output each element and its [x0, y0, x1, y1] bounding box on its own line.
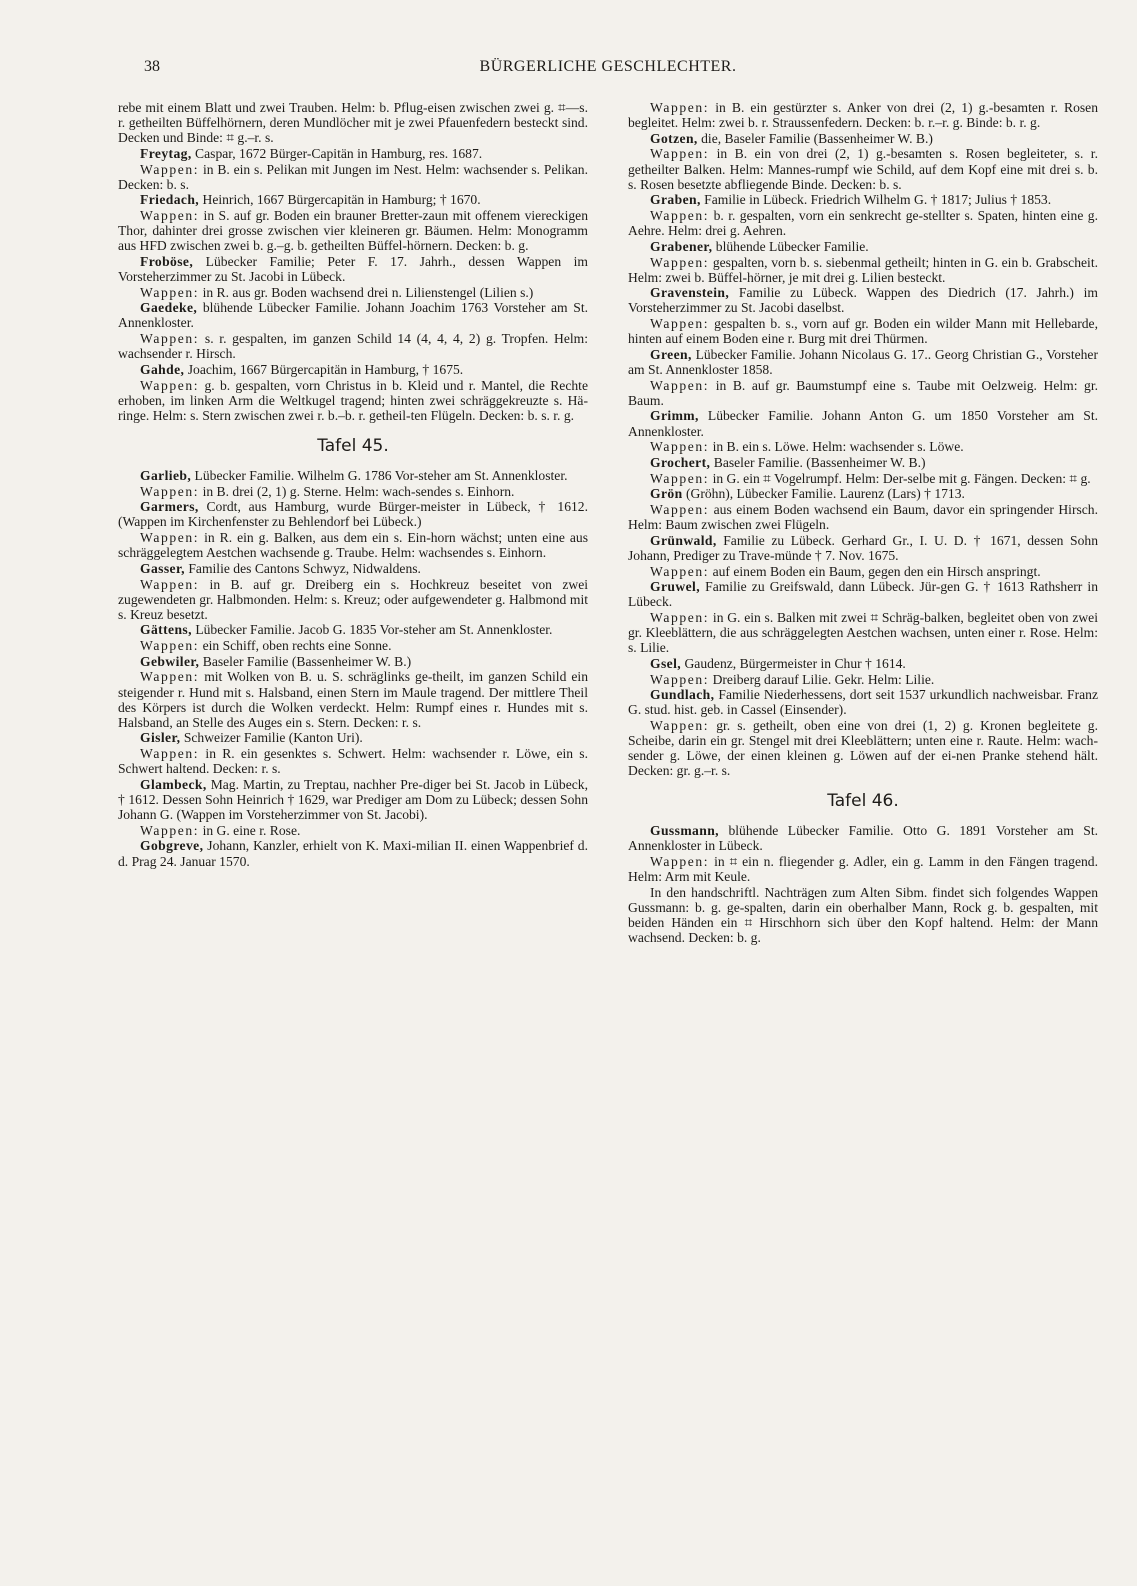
wappen-label: Wappen: [140, 638, 200, 654]
description-text: gr. s. getheilt, oben eine von drei (1, 2) g. Kronen begleitete g. Scheibe, darin ein gr. Stengel mit drei Kleeblättern; unten eine r. Raute. Helm: wach-sender g. Löwe, der einen kleinen g. Löwen auf der ei-nen Pranke stehend hält. Decken: gr. g.–r. s. [628, 718, 1098, 779]
entry-text: Heinrich, 1667 Bürgercapitän in Hamburg; † 1670. [199, 192, 481, 208]
entry-text: blühende Lübecker Familie. Otto G. 1891 Vorsteher am St. Annenkloster in Lübeck. [628, 823, 1098, 854]
description-text: in R. ein g. Balken, aus dem ein s. Ein-horn wächst; unten eine aus schräggelegtem Aestchen wachsende g. Traube. Helm: wachsendes s. Einhorn. [118, 530, 588, 561]
plate-title: Tafel 45. [317, 435, 389, 456]
family-entry [118, 561, 588, 576]
entry-name: Gasser, [140, 560, 185, 576]
family-entry [118, 622, 588, 637]
wappen-label: Wappen: [650, 208, 710, 224]
entry-text: Familie in Lübeck. Friedrich Wilhelm G. † 1817; Julius † 1853. [700, 192, 1052, 208]
family-entry [118, 468, 588, 483]
entry-name: Grabener, [650, 238, 713, 254]
wappen-label: Wappen: [650, 470, 710, 486]
entry-name: Gundlach, [650, 687, 715, 703]
description-text: g. b. gespalten, vorn Christus in b. Kleid und r. Mantel, die Rechte erhoben, im linken Arm die Weltkugel tragend; hinten zwei schräggekreuzte s. Hä-ringe. Helm: s. Stern zwischen zwei r. b.–b. r. getheil-ten Flügeln. Decken: b. s. r. g. [118, 377, 588, 423]
description-text: in ⌗ ein n. fliegender g. Adler, ein g. Lamm in den Fängen tragend. Helm: Arm mit Keule. [628, 854, 1098, 885]
entry-name: Gruwel, [650, 579, 700, 595]
wappen-label: Wappen: [140, 377, 200, 393]
family-entry [628, 239, 1098, 254]
family-entry [628, 408, 1098, 438]
entry-text: Baseler Familie. (Bassenheimer W. B.) [710, 454, 926, 470]
entry-text: Mag. Martin, zu Treptau, nachher Pre-diger bei St. Jacob in Lübeck, † 1612. Dessen Sohn Heinrich † 1629, war Prediger am Dom zu Lübeck; dessen Sohn Johann G. (Wappen im Vorsteherzimmer von St. Jacobi). [118, 776, 588, 823]
wappen-label: Wappen: [650, 146, 710, 162]
description-text: in B. auf gr. Dreiberg ein s. Hochkreuz beseitet von zwei zugewendeten gr. Halbmonden. Helm: s. Kreuz; oder aufgewendeter g. Halbmond mit s. Kreuz besetzt. [118, 576, 588, 622]
entry-text: Cordt, aus Hamburg, wurde Bürger-meister in Lübeck, † 1612. (Wappen im Kirchenfenster zu Behlendorf bei Lübeck.) [118, 499, 588, 530]
coat-of-arms-description [628, 208, 1098, 238]
wappen-label: Wappen: [650, 377, 710, 393]
coat-of-arms-description [628, 378, 1098, 408]
family-entry [118, 730, 588, 745]
entry-name: Garmers, [140, 499, 199, 515]
entry-name: Gotzen, [650, 130, 698, 146]
coat-of-arms-description [628, 316, 1098, 346]
entry-text: Lübecker Familie; Peter F. 17. Jahrh., dessen Wappen im Vorsteherzimmer zu St. Jacobi in Lübeck. [118, 253, 588, 284]
entry-text: Familie zu Lübeck. Gerhard Gr., I. U. D. † 1671, dessen Sohn Johann, Prediger zu Trave-münde † 7. Nov. 1675. [628, 532, 1098, 563]
wappen-label: Wappen: [650, 563, 710, 579]
wappen-label: Wappen: [140, 284, 200, 300]
coat-of-arms-description [628, 854, 1098, 884]
coat-of-arms-description [118, 331, 588, 361]
coat-of-arms-description [628, 502, 1098, 532]
coat-of-arms-description [118, 577, 588, 622]
entry-name: Freytag, [140, 145, 192, 161]
entry-name: Grochert, [650, 454, 711, 470]
entry-text: Lübecker Familie. Johann Nicolaus G. 17.. Georg Christian G., Vorsteher am St. Annenkloster 1858. [628, 346, 1098, 377]
entry-name: Grön [650, 486, 683, 502]
wappen-label: Wappen: [650, 316, 710, 332]
family-entry [118, 777, 588, 822]
entry-name: Graben, [650, 192, 701, 208]
family-entry [118, 838, 588, 868]
coat-of-arms-description [628, 100, 1098, 130]
coat-of-arms-description [628, 471, 1098, 486]
wappen-label: Wappen: [140, 576, 200, 592]
wappen-label: Wappen: [140, 483, 200, 499]
left-column [118, 100, 588, 869]
entry-name: Garlieb, [140, 467, 192, 483]
description-text: in G. ein s. Balken mit zwei ⌗ Schräg-balken, begleitet oben von zwei gr. Kleeblättern, die aus schräggelegten Aestchen wachsen, unten einer r. Rose. Helm: s. Lilie. [628, 609, 1098, 656]
description-text: in B. ein s. Löwe. Helm: wachsender s. Löwe. [709, 439, 964, 455]
right-column [628, 100, 1098, 946]
coat-of-arms-description [628, 718, 1098, 778]
entry-text: blühende Lübecker Familie. Johann Joachim 1763 Vorsteher am St. Annenkloster. [118, 300, 588, 331]
wappen-label: Wappen: [650, 671, 710, 687]
description-text: in G. ein ⌗ Vogelrumpf. Helm: Der-selbe mit g. Fängen. Decken: ⌗ g. [709, 470, 1091, 486]
description-text: in R. ein gesenktes s. Schwert. Helm: wachsender r. Löwe, ein s. Schwert haltend. Decken: r. s. [118, 746, 588, 777]
entry-name: Gahde, [140, 361, 185, 377]
coat-of-arms-description [118, 823, 588, 838]
coat-of-arms-description [118, 746, 588, 776]
family-entry [118, 146, 588, 161]
entry-name: Gaedeke, [140, 300, 198, 316]
entry-name: Friedach, [140, 192, 200, 208]
family-entry [118, 362, 588, 377]
coat-of-arms-description [628, 146, 1098, 191]
family-entry [628, 131, 1098, 146]
coat-of-arms-description [118, 208, 588, 253]
coat-of-arms-description [118, 484, 588, 499]
entry-name: Froböse, [140, 253, 194, 269]
entry-text: Lübecker Familie. Wilhelm G. 1786 Vor-steher am St. Annenkloster. [191, 467, 568, 483]
description-text: gespalten, vorn b. s. siebenmal getheilt; hinten in G. ein b. Grabscheit. Helm: zwei b. Büffel-hörner, je mit drei g. Lilien besteckt. [628, 254, 1098, 285]
wappen-label: Wappen: [650, 718, 710, 733]
entry-text: (Gröhn), Lübecker Familie. Laurenz (Lars) † 1713. [682, 486, 965, 502]
family-entry [628, 455, 1098, 470]
paragraph: rebe mit einem Blatt und zwei Trauben. Helm: b. Pflug-eisen zwischen zwei g. ⌗—s. r. getheilten Büffelhörnern, deren Mundlöcher mit je zwei Pfauenfedern besteckt sind. Decken und Binde: ⌗ g.–r. s. [118, 100, 588, 146]
entry-name: Gisler, [140, 730, 181, 746]
description-text: mit Wolken von B. u. S. schräglinks ge-theilt, im ganzen Schild ein steigender r. Hund mit s. Halsband, einen Stern im Maule tragend. Der mittlere Theil des Körpers ist durch die Wolken verdeckt. Helm: Rumpf eines r. Hundes mit s. Halsband, an Stelle des Auges ein s. Stern. Decken: r. s. [118, 669, 588, 730]
wappen-label: Wappen: [140, 822, 200, 838]
entry-text: Familie zu Greifswald, dann Lübeck. Jür-gen G. † 1613 Rathsherr in Lübeck. [628, 579, 1098, 610]
wappen-label: Wappen: [650, 254, 710, 270]
coat-of-arms-description [118, 378, 588, 423]
wappen-label: Wappen: [140, 746, 200, 762]
entry-name: Green, [650, 346, 692, 362]
family-entry [118, 654, 588, 669]
page-header [118, 58, 1098, 82]
family-entry [628, 579, 1098, 609]
entry-name: Gsel, [650, 655, 682, 671]
entry-text: Caspar, 1672 Bürger-Capitän in Hamburg, res. 1687. [191, 145, 483, 161]
entry-name: Glambeck, [140, 776, 207, 792]
entry-text: Joachim, 1667 Bürgercapitän in Hamburg, † 1675. [184, 361, 464, 377]
entry-name: Gättens, [140, 622, 192, 638]
description-text: in R. aus gr. Boden wachsend drei n. Lilienstengel (Lilien s.) [199, 284, 534, 300]
wappen-label: Wappen: [650, 609, 710, 625]
family-entry [628, 192, 1098, 207]
family-entry [628, 347, 1098, 377]
entry-name: Gobgreve, [140, 838, 204, 854]
coat-of-arms-description [628, 672, 1098, 687]
wappen-label: Wappen: [140, 161, 200, 177]
entry-text: Lübecker Familie. Johann Anton G. um 1850 Vorsteher am St. Annenkloster. [628, 408, 1098, 439]
description-text: in B. ein s. Pelikan mit Jungen im Nest. Helm: wachsender s. Pelikan. Decken: b. s. [118, 161, 588, 192]
entry-text: die, Baseler Familie (Bassenheimer W. B.) [697, 130, 933, 146]
page-number: 38 [144, 58, 160, 75]
family-entry [628, 823, 1098, 853]
description-text: in G. eine r. Rose. [199, 822, 301, 838]
coat-of-arms-description [628, 255, 1098, 285]
description-text: ein Schiff, oben rechts eine Sonne. [199, 638, 392, 654]
family-entry [628, 687, 1098, 717]
wappen-label: Wappen: [140, 669, 200, 685]
coat-of-arms-description [118, 669, 588, 729]
entry-name: Gravenstein, [650, 285, 730, 301]
description-text: in B. ein von drei (2, 1) g.-besamten s. Rosen begleiteter, s. r. getheilter Balken. Helm: Mannes-rumpf wie Schild, auf dem Kopf eine mit drei s. b. s. Rosen besetzte abfliegende Binde. Decken: b. s. [628, 146, 1098, 192]
entry-name: Grünwald, [650, 532, 717, 548]
family-entry [628, 285, 1098, 315]
family-entry [118, 192, 588, 207]
wappen-label: Wappen: [650, 439, 710, 455]
coat-of-arms-description [118, 638, 588, 653]
description-text: in B. ein gestürzter s. Anker von drei (2, 1) g.-besamten r. Rosen begleitet. Helm: zwei b. r. Straussenfedern. Decken: b. r.–r. g. Binde: b. r. g. [628, 100, 1098, 131]
coat-of-arms-description [628, 439, 1098, 454]
coat-of-arms-description [118, 285, 588, 300]
entry-text: blühende Lübecker Familie. [712, 238, 869, 254]
description-text: s. r. gespalten, im ganzen Schild 14 (4, 4, 4, 2) g. Tropfen. Helm: wachsender r. Hirsch. [118, 331, 588, 362]
family-entry [628, 486, 1098, 501]
family-entry [628, 533, 1098, 563]
family-entry [118, 254, 588, 284]
description-text: auf einem Boden ein Baum, gegen den ein Hirsch anspringt. [709, 563, 1041, 579]
coat-of-arms-description [628, 610, 1098, 655]
coat-of-arms-description [628, 564, 1098, 579]
entry-text: Lübecker Familie. Jacob G. 1835 Vor-steher am St. Annenkloster. [191, 622, 553, 638]
description-text: in S. auf gr. Boden ein brauner Bretter-zaun mit offenem viereckigen Thor, dahinter drei grosse zwischen vier kleineren gr. Bäumen. Helm: Monogramm aus HFD zwischen zwei b. g.–g. b. getheilten Büffel-hörnern. Decken: b. g. [118, 208, 588, 254]
entry-text: Schweizer Familie (Kanton Uri). [180, 730, 363, 746]
entry-text: Familie des Cantons Schwyz, Nidwaldens. [184, 560, 421, 576]
wappen-label: Wappen: [140, 208, 200, 224]
plate-title: Tafel 46. [827, 791, 899, 812]
entry-name: Gussmann, [650, 823, 719, 839]
description-text: in B. drei (2, 1) g. Sterne. Helm: wach-sendes s. Einhorn. [199, 483, 515, 499]
description-text: Dreiberg darauf Lilie. Gekr. Helm: Lilie. [709, 671, 935, 687]
entry-text: Baseler Familie (Bassenheimer W. B.) [199, 653, 412, 669]
description-text: gespalten b. s., vorn auf gr. Boden ein wilder Mann mit Hellebarde, hinten auf einem Boden eine r. Burg mit drei Thürmen. [628, 316, 1098, 347]
description-text: aus einem Boden wachsend ein Baum, davor ein springender Hirsch. Helm: Baum zwischen zwei Flügeln. [628, 501, 1098, 533]
paragraph: In den handschriftl. Nachträgen zum Alten Sibm. findet sich folgendes Wappen Gussmann: b. g. ge-spalten, darin ein oberhalber Mann, Rock g. b. gespalten, mit beiden Händen ein ⌗ Hirschhorn sich über den Kopf haltend. Helm: der Mann wachsend. Decken: b. g. [628, 884, 1098, 946]
wappen-label: Wappen: [650, 854, 710, 870]
wappen-label: Wappen: [140, 530, 200, 546]
wappen-label: Wappen: [140, 331, 200, 347]
entry-text: Johann, Kanzler, erhielt von K. Maxi-milian II. einen Wappenbrief d. d. Prag 24. Januar 1570. [118, 838, 588, 869]
entry-name: Grimm, [650, 408, 699, 424]
entry-name: Gebwiler, [140, 653, 200, 669]
entry-text: Familie zu Lübeck. Wappen des Diedrich (17. Jahrh.) im Vorsteherzimmer zu St. Jacobi daselbst. [628, 285, 1098, 316]
family-entry [118, 300, 588, 330]
family-entry [628, 656, 1098, 671]
coat-of-arms-description [118, 530, 588, 560]
wappen-label: Wappen: [650, 501, 710, 517]
entry-text: Gaudenz, Bürgermeister in Chur † 1614. [681, 655, 906, 671]
entry-text: Familie Niederhessens, dort seit 1537 urkundlich nachweisbar. Franz G. stud. hist. geb. in Cassel (Einsender). [628, 687, 1098, 718]
family-entry [118, 499, 588, 529]
wappen-label: Wappen: [650, 100, 710, 115]
description-text: b. r. gespalten, vorn ein senkrecht ge-stellter s. Spaten, hinten eine g. Aehre. Helm: drei g. Aehren. [628, 208, 1098, 239]
running-title: BÜRGERLICHE GESCHLECHTER. [479, 58, 737, 75]
description-text: in B. auf gr. Baumstumpf eine s. Taube mit Oelzweig. Helm: gr. Baum. [628, 377, 1098, 408]
coat-of-arms-description [118, 162, 588, 192]
